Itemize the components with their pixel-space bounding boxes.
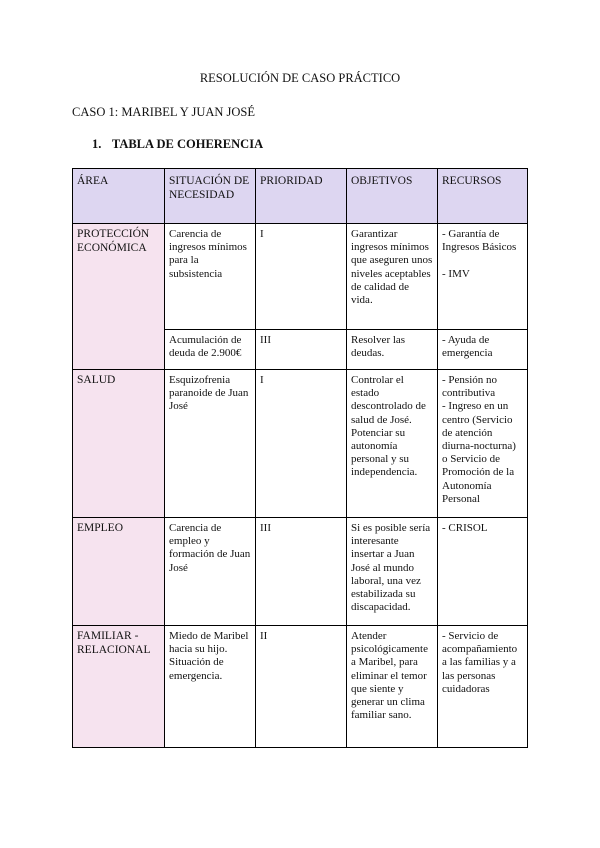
- situacion-cell: Miedo de Maribel hacia su hijo. Situación de emergencia.: [165, 626, 256, 748]
- prioridad-cell: III: [256, 330, 347, 370]
- header-prioridad: PRIORIDAD: [256, 169, 347, 224]
- area-cell: EMPLEO: [73, 518, 165, 626]
- area-cell: SALUD: [73, 370, 165, 518]
- header-objetivos: OBJETIVOS: [347, 169, 438, 224]
- table-row: [73, 370, 528, 518]
- recursos-cell: - CRISOL: [438, 518, 528, 626]
- document-title: RESOLUCIÓN DE CASO PRÁCTICO: [199, 71, 401, 85]
- prioridad-cell: I: [256, 370, 347, 518]
- section-number: 1.: [92, 137, 102, 151]
- section-title: TABLA DE COHERENCIA: [111, 137, 264, 151]
- objetivos-cell: Atender psicológicamente a Maribel, para eliminar el temor que siente y generar un clima familiar sano.: [347, 626, 438, 748]
- header-recursos: RECURSOS: [438, 169, 528, 224]
- table-row: [73, 626, 528, 748]
- area-cell: PROTECCIÓN ECONÓMICA: [73, 224, 165, 370]
- section-heading: [92, 137, 263, 152]
- objetivos-cell: Garantizar ingresos mínimos que aseguren unos niveles aceptables de calidad de vida.: [347, 224, 438, 330]
- recursos-cell: - Garantía de Ingresos Básicos - IMV: [438, 224, 528, 330]
- recursos-cell: - Ayuda de emergencia: [438, 330, 528, 370]
- prioridad-cell: III: [256, 518, 347, 626]
- prioridad-cell: I: [256, 224, 347, 330]
- situacion-cell: Esquizofrenia paranoide de Juan José: [165, 370, 256, 518]
- table-header-row: [73, 169, 528, 224]
- header-situacion: SITUACIÓN DE NECESIDAD: [165, 169, 256, 224]
- coherence-table: [72, 168, 528, 748]
- header-area: ÁREA: [73, 169, 165, 224]
- case-heading: CASO 1: MARIBEL Y JUAN JOSÉ: [72, 105, 256, 119]
- situacion-cell: Acumulación de deuda de 2.900€: [165, 330, 256, 370]
- objetivos-cell: Controlar el estado descontrolado de salud de José. Potenciar su autonomía personal y su independencia.: [347, 370, 438, 518]
- objetivos-cell: Resolver las deudas.: [347, 330, 438, 370]
- objetivos-cell: Si es posible sería interesante insertar a Juan José al mundo laboral, una vez estabilizada su discapacidad.: [347, 518, 438, 626]
- recursos-cell: - Servicio de acompañamiento a las familias y a las personas cuidadoras: [438, 626, 528, 748]
- table-row: [73, 224, 528, 330]
- table-row: [73, 518, 528, 626]
- recursos-cell: - Pensión no contributiva - Ingreso en un centro (Servicio de atención diurna-nocturna) o Servicio de Promoción de la Autonomía Personal: [438, 370, 528, 518]
- situacion-cell: Carencia de ingresos mínimos para la subsistencia: [165, 224, 256, 330]
- prioridad-cell: II: [256, 626, 347, 748]
- situacion-cell: Carencia de empleo y formación de Juan José: [165, 518, 256, 626]
- area-cell: FAMILIAR - RELACIONAL: [73, 626, 165, 748]
